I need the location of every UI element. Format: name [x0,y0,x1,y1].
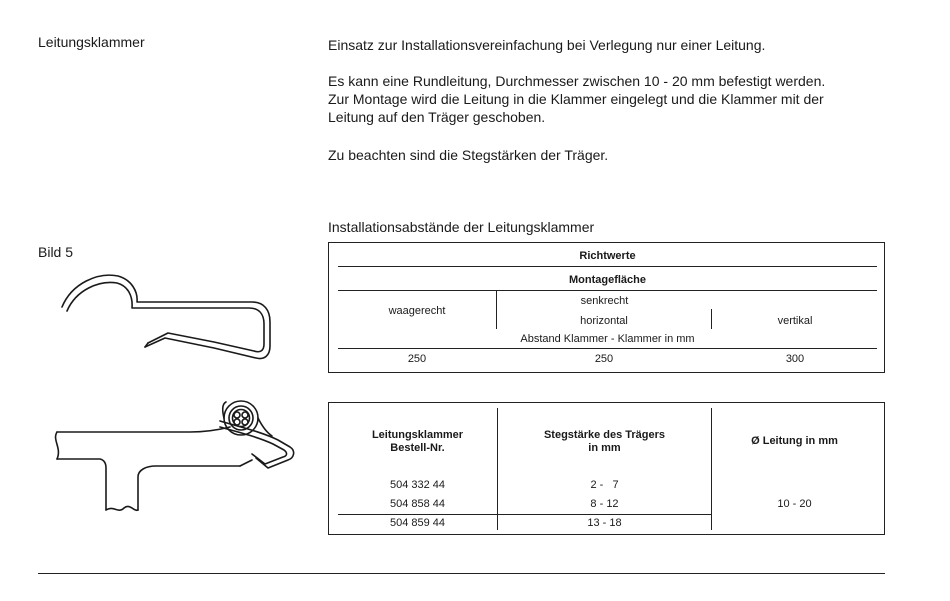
table2-column-divider [497,408,498,530]
intro-paragraph-3: Zu beachten sind die Stegstärken der Träger. [328,147,609,163]
table1-rule [338,348,877,349]
intro-paragraph-2-line-2: Zur Montage wird die Leitung in die Klammer eingelegt und die Klammer mit der [328,91,824,107]
intro-paragraph-2-line-3: Leitung auf den Träger geschoben. [328,109,546,125]
table2-column-divider [711,408,712,530]
table1-col-horizontal: horizontal [580,315,628,327]
intro-paragraph-1: Einsatz zur Installationsvereinfachung bei Verlegung nur einer Leitung. [328,37,766,53]
table2-header-stegstaerke-line1: Stegstärke des Trägers [543,429,666,441]
table1-caption: Installationsabstände der Leitungsklammer [328,219,595,235]
table2-row-1-steg: 2 - 7 [590,479,619,491]
intro-paragraph-2-line-1: Es kann eine Rundleitung, Durchmesser zwischen 10 - 20 mm befestigt werden. [328,73,826,89]
table1-col-senkrecht-label: senkrecht [580,295,629,307]
installation-distance-table [328,242,885,373]
table2-row-2-steg: 8 - 12 [590,498,619,510]
table1-value-vertikal: 300 [785,353,805,365]
table1-value-waagerecht: 250 [407,353,427,365]
table1-col-vertikal: vertikal [777,315,813,327]
table1-header-richtwerte: Richtwerte [579,250,636,262]
table1-value-horizontal: 250 [594,353,614,365]
table2-row-3-steg: 13 - 18 [587,517,622,529]
table1-col-senkrecht [497,295,878,308]
table2-row-rule [338,514,712,515]
table2-header-bestellnr-line1: Leitungsklammer [371,429,464,441]
table2-row-2-nr: 504 858 44 [389,498,446,510]
table1-col-waagerecht: waagerecht [388,305,446,317]
clamp-order-table [328,402,885,535]
section-title: Leitungsklammer [38,34,145,50]
table2-diameter-value: 10 - 20 [777,498,812,510]
table2-header-bestellnr-line2: Bestell-Nr. [390,442,445,454]
table2-row-1-nr: 504 332 44 [389,479,446,491]
table1-subheader: Abstand Klammer - Klammer in mm [520,333,695,345]
table2-header-diameter: Ø Leitung in mm [751,435,838,447]
table2-row-3-nr: 504 859 44 [389,517,446,529]
table1-rule [338,290,877,291]
figure-label: Bild 5 [38,244,74,260]
table1-header-montageflaeche: Montagefläche [568,274,646,286]
table2-header-stegstaerke-line2: in mm [588,442,621,454]
footer-rule [38,573,885,574]
table1-rule [338,266,877,267]
